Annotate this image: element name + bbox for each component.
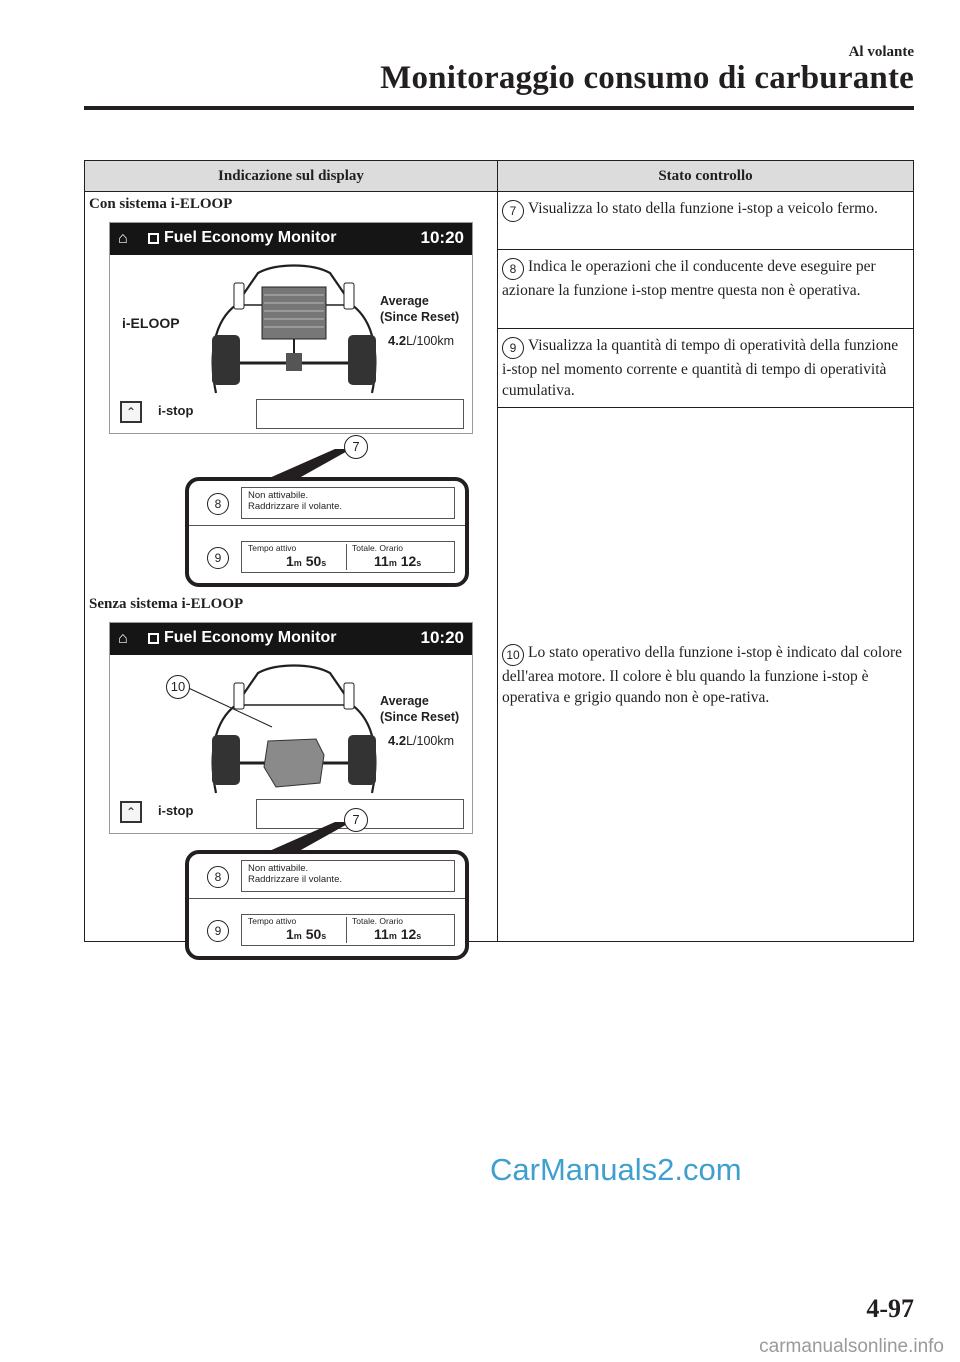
total-time-value: 11m 12s	[374, 926, 422, 942]
popup-divider	[189, 525, 465, 526]
average-value	[388, 333, 454, 348]
page-number: 4-97	[866, 1294, 914, 1323]
istop-time-box	[241, 914, 455, 946]
tab-icon	[148, 633, 159, 644]
total-time-label: Totale. Orario	[352, 916, 404, 926]
header-rule	[84, 106, 914, 110]
screen-title: Fuel Economy Monitor	[164, 629, 337, 646]
watermark: CarManuals2.com	[490, 1152, 742, 1187]
home-icon: ⌂	[118, 630, 128, 647]
number-8-icon: 8	[502, 258, 524, 280]
istop-time-box	[241, 541, 455, 573]
average-label	[380, 693, 459, 725]
total-time-value: 11m 12s	[374, 553, 422, 569]
status-text-8: Indica le operazioni che il conducente deve eseguire per azionare la funzione i-stop mentre questa non è operativa.	[502, 258, 876, 299]
screen-title-bar	[110, 223, 472, 255]
average-label	[380, 293, 459, 325]
time-separator	[346, 544, 347, 570]
active-time-value: 1m 50s	[286, 926, 327, 942]
average-line1: Average	[380, 694, 429, 708]
istop-message	[241, 487, 455, 519]
callout-8: 8	[207, 493, 229, 515]
status-row-7	[498, 192, 914, 250]
average-unit: L/100km	[406, 334, 455, 348]
istop-status-box	[256, 399, 464, 429]
car-illustration-eloop	[206, 259, 382, 395]
status-text-10: Lo stato operativo della funzione i-stop è indicato dal colore dell'area motore. Il colore è blu quando la funzione i-stop è operativa e grigio quando non è ope-rativa.	[502, 643, 903, 706]
screen-time: 10:20	[420, 628, 464, 647]
tab-icon	[148, 233, 159, 244]
average-number: 4.2	[388, 333, 407, 348]
col-header-display: Indicazione sul display	[85, 161, 498, 192]
number-9-icon: 9	[502, 337, 524, 359]
callout-8: 8	[207, 866, 229, 888]
popup-divider	[189, 898, 465, 899]
without-eloop-label: Senza sistema i-ELOOP	[89, 596, 244, 612]
number-7-icon: 7	[502, 200, 524, 222]
message-line1: Non attivabile.	[248, 490, 309, 501]
display-table	[84, 160, 914, 942]
number-10-icon: 10	[502, 644, 524, 666]
istop-icon: ⌃	[120, 401, 142, 423]
screen-time: 10:20	[420, 228, 464, 247]
message-line2: Raddrizzare il volante.	[248, 501, 342, 512]
section-heading: Al volante	[848, 44, 914, 60]
status-text-7: Visualizza lo stato della funzione i-stop a veicolo fermo.	[528, 200, 878, 217]
active-time-label: Tempo attivo	[248, 916, 297, 926]
istop-icon: ⌃	[120, 801, 142, 823]
callout-7: 7	[344, 435, 368, 459]
average-unit: L/100km	[406, 734, 455, 748]
average-number: 4.2	[388, 733, 407, 748]
status-row-9	[498, 329, 914, 408]
callout-10-leader	[176, 681, 276, 731]
active-time-label: Tempo attivo	[248, 543, 297, 553]
display-illustrations	[85, 192, 498, 942]
average-line1: Average	[380, 294, 429, 308]
callout-9: 9	[207, 920, 229, 942]
fuel-monitor-screen-no-eloop	[109, 622, 473, 834]
with-eloop-label: Con sistema i-ELOOP	[89, 196, 233, 212]
home-icon: ⌂	[118, 230, 128, 247]
average-line2: (Since Reset)	[380, 710, 460, 724]
fuel-monitor-screen-eloop	[109, 222, 473, 434]
status-row-10	[498, 408, 914, 942]
total-time-label: Totale. Orario	[352, 543, 404, 553]
istop-detail-popup-eloop	[185, 477, 469, 587]
status-text-9: Visualizza la quantità di tempo di operatività della funzione i-stop nel momento corrente e quantità di tempo di operatività cumulativa.	[502, 337, 899, 399]
message-line2: Raddrizzare il volante.	[248, 874, 342, 885]
footer-site: carmanualsonline.info	[759, 1336, 944, 1357]
average-line2: (Since Reset)	[380, 310, 460, 324]
active-time-value: 1m 50s	[286, 553, 327, 569]
istop-label: i-stop	[158, 403, 194, 418]
status-row-8	[498, 250, 914, 329]
callout-7: 7	[344, 808, 368, 832]
time-separator	[346, 917, 347, 943]
callout-10: 10	[166, 675, 190, 699]
screen-title: Fuel Economy Monitor	[164, 229, 337, 246]
istop-message	[241, 860, 455, 892]
istop-detail-popup-no-eloop	[185, 850, 469, 960]
eloop-label: i-ELOOP	[122, 315, 180, 331]
page-title: Monitoraggio consumo di carburante	[380, 60, 914, 96]
callout-9: 9	[207, 547, 229, 569]
istop-label: i-stop	[158, 803, 194, 818]
screen-title-bar	[110, 623, 472, 655]
col-header-status: Stato controllo	[498, 161, 914, 192]
average-value	[388, 733, 454, 748]
message-line1: Non attivabile.	[248, 863, 309, 874]
